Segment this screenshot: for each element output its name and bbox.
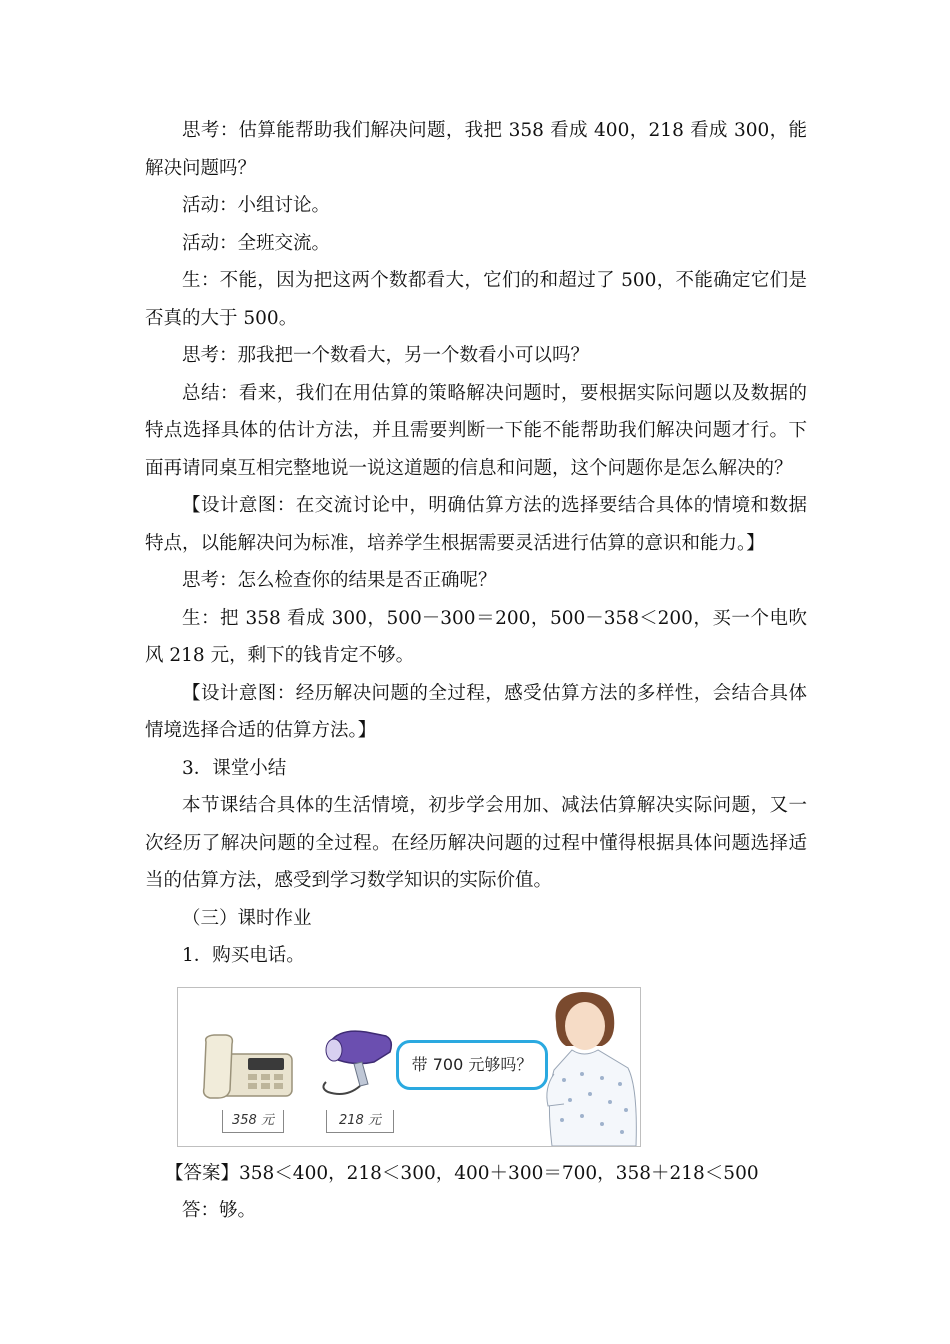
paragraph-think-3: 思考：怎么检查你的结果是否正确呢？	[182, 570, 497, 591]
answer-line: 【答案】358＜400，218＜300，400＋300＝700，358＋218＜500	[165, 1162, 759, 1184]
paragraph-class-summary: 本节课结合具体的生活情境，初步学会用加、减法估算解决实际问题，又一次经历了解决问题的全过程。在经历解决问题的过程中懂得根据具体问题选择适当的估算方法，感受到学习数学知识的实际价值。	[145, 795, 807, 891]
dryer-price-tag: 218 元	[326, 1110, 394, 1133]
paragraph-activity-class: 活动：全班交流。	[182, 232, 331, 254]
phone-price-tag: 358 元	[222, 1110, 284, 1133]
paragraph-think-2: 思考：那我把一个数看大，另一个数看小可以吗？	[182, 345, 590, 366]
heading-class-summary: 3．课堂小结	[182, 757, 287, 779]
paragraph-summary: 总结：看来，我们在用估算的策略解决问题时，要根据实际问题以及数据的特点选择具体的估计方法，并且需要判断一下能不能帮助我们解决问题才行。下面再请同桌互相完整地说一说这道题的信息和问题，这个问题你是怎么解决的？	[145, 382, 807, 479]
paragraph-student-2: 生：把 358 看成 300，500－300＝200，500－358＜200，买一个电吹风 218 元，剩下的钱肯定不够。	[145, 607, 807, 666]
shopping-illustration	[177, 987, 641, 1147]
paragraph-design-intent-1: 【设计意图：在交流讨论中，明确估算方法的选择要结合具体的情境和数据特点，以能解决问为标准，培养学生根据需要灵活进行估算的意识和能力。】	[145, 495, 807, 554]
heading-homework: （三）课时作业	[182, 907, 312, 929]
paragraph-student-1: 生：不能，因为把这两个数都看大，它们的和超过了 500，不能确定它们是否真的大于 500。	[145, 270, 807, 329]
woman-figure-icon	[542, 988, 640, 1146]
paragraph-design-intent-2: 【设计意图：经历解决问题的全过程，感受估算方法的多样性，会结合具体情境选择合适的估算方法。】	[145, 682, 807, 741]
paragraph-activity-group: 活动：小组讨论。	[182, 195, 331, 216]
hair-dryer-icon	[316, 1022, 396, 1102]
paragraph-think-1: 思考：估算能帮助我们解决问题，我把 358 看成 400，218 看成 300，能解决问题吗？	[145, 120, 807, 179]
telephone-icon	[200, 1032, 296, 1100]
speech-bubble: 带 700 元够吗？	[396, 1040, 548, 1090]
answer-conclusion: 答：够。	[182, 1200, 257, 1221]
heading-buy-phone: 1．购买电话。	[182, 945, 305, 966]
document-page	[145, 112, 807, 1230]
